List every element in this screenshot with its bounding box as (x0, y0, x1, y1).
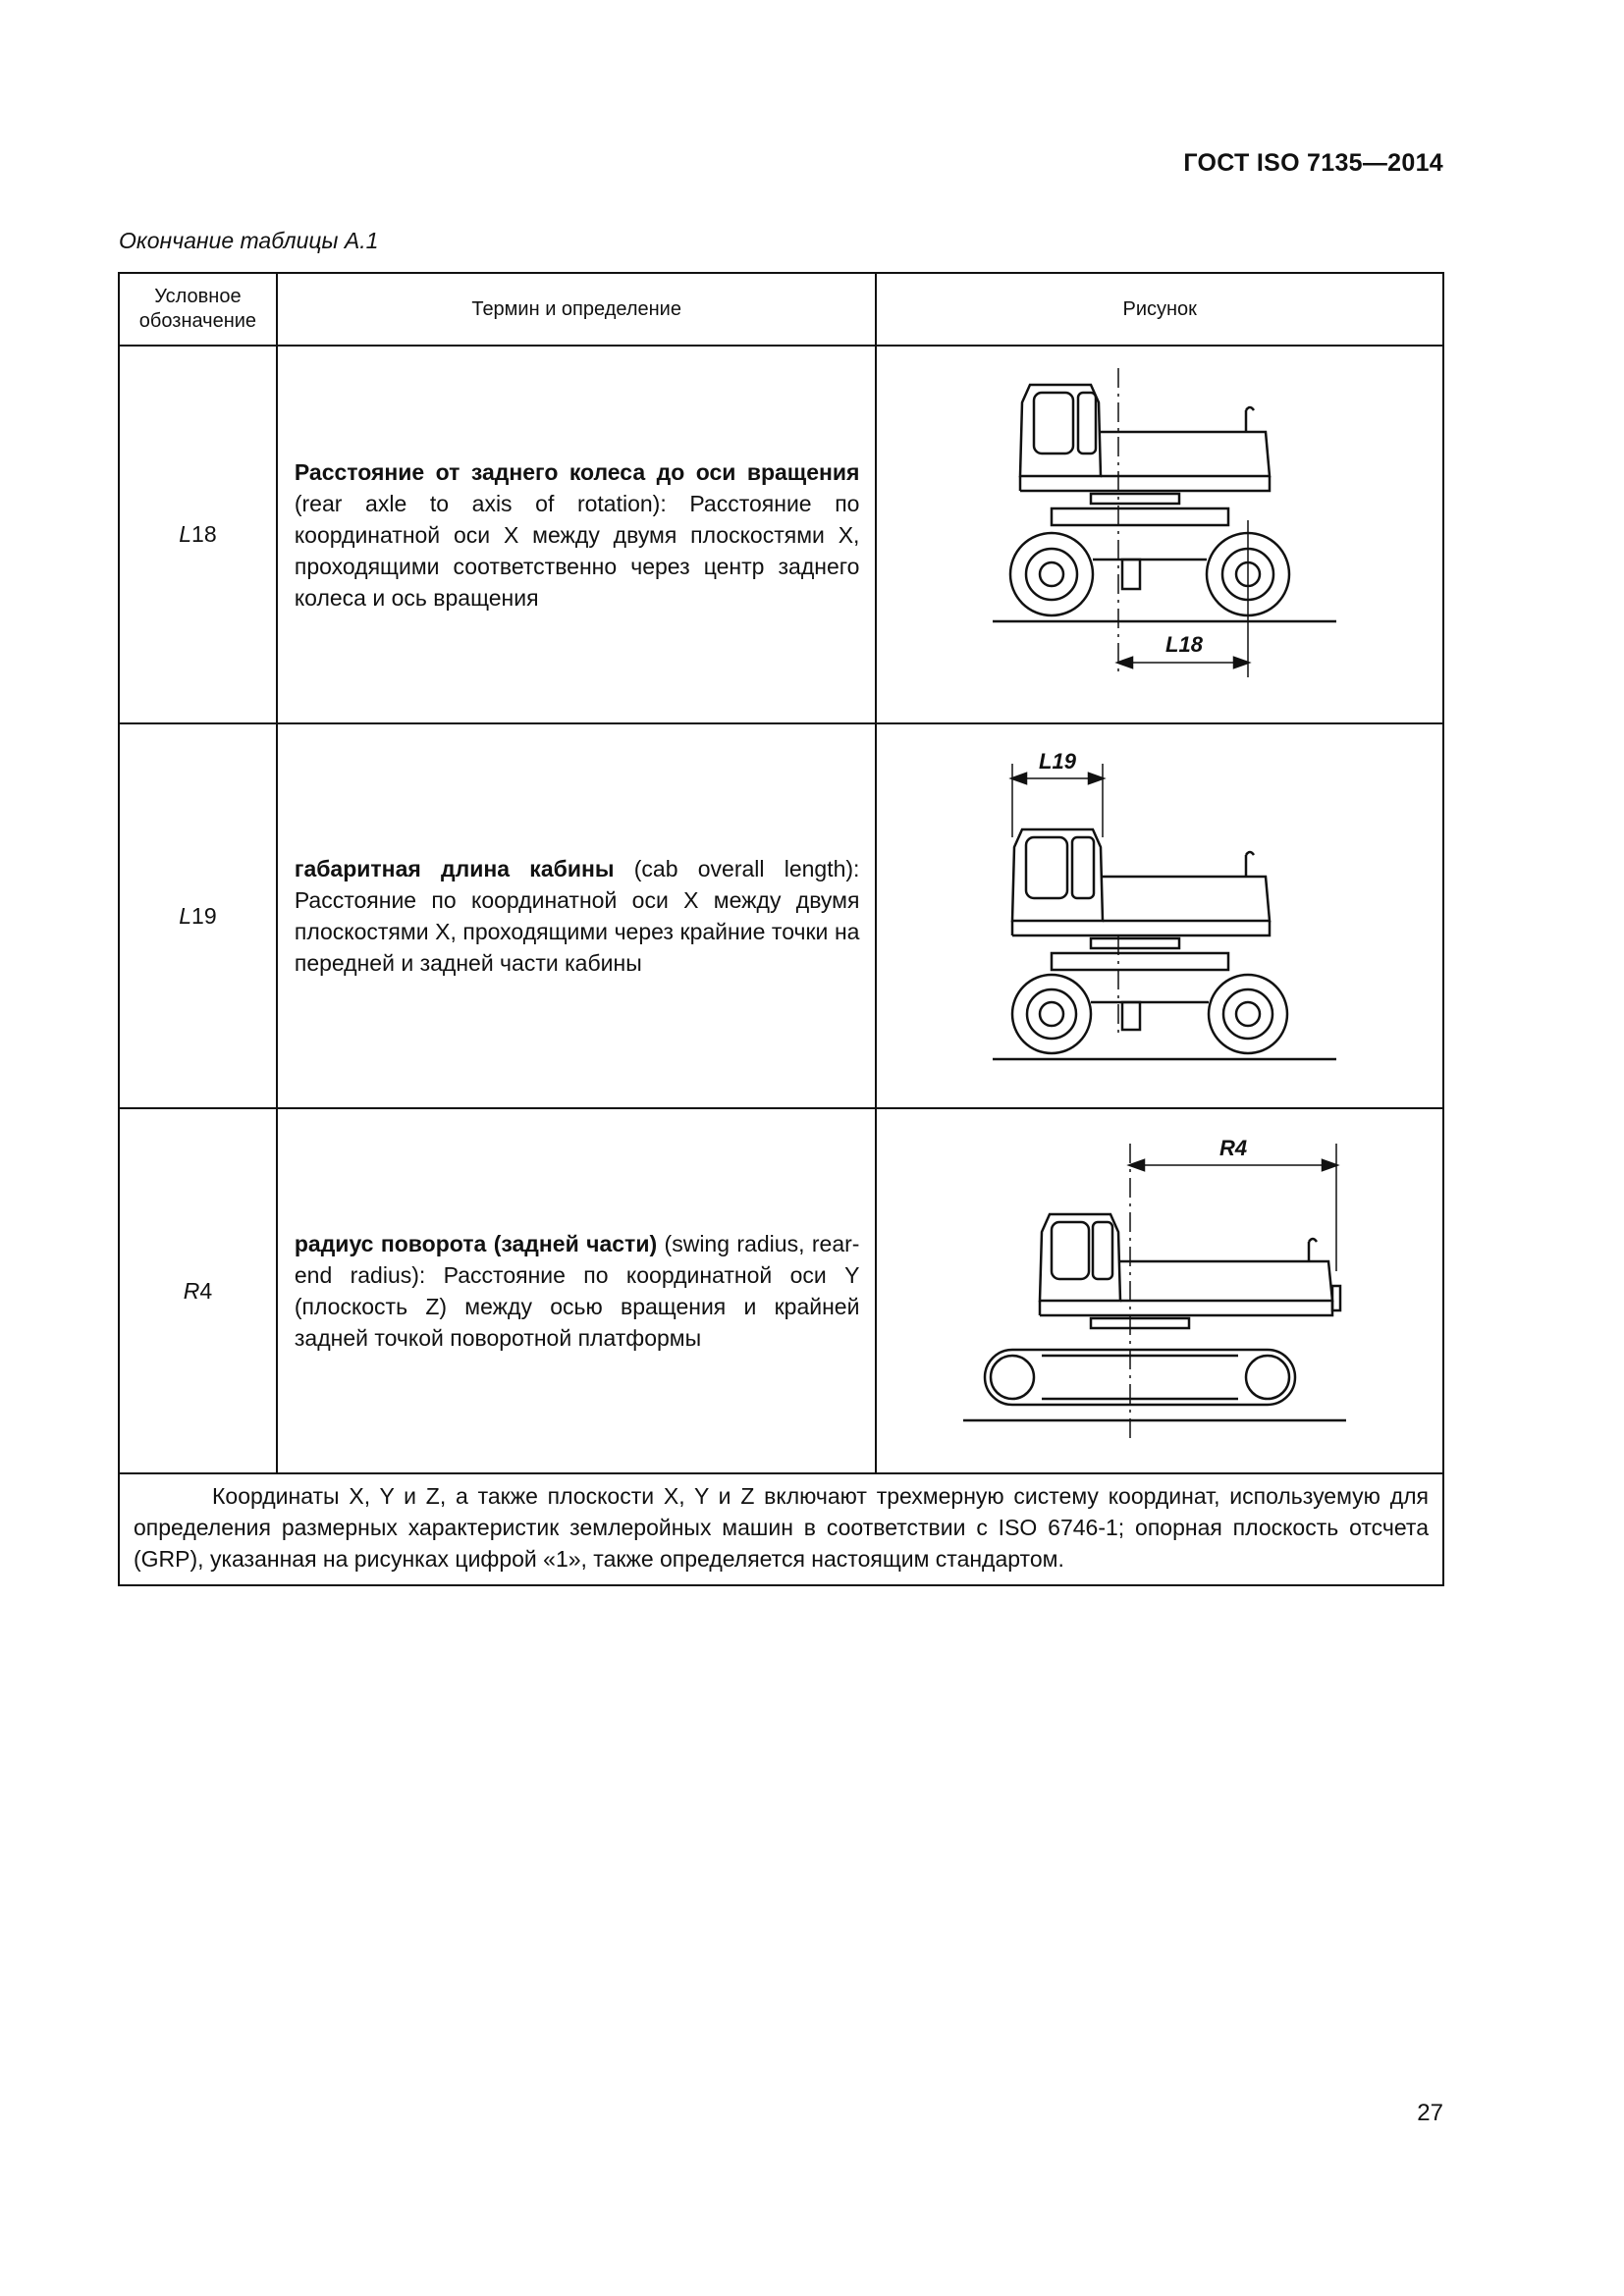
header-figure: Рисунок (876, 273, 1443, 346)
page-number: 27 (1417, 2100, 1443, 2126)
symbol-cell: R4 (119, 1108, 277, 1473)
wheeled-excavator-l18-figure (953, 363, 1366, 707)
table-note: Координаты X, Y и Z, а также плоскости X, Y и Z включают трехмерную систему координат, используемую для определения размерных характеристик землеройных машин в соответствии с ISO 6746-1; опорная плоскость отсчета (GRP), указанная на рисунках цифрой «1», также определяется настоящим стандартом. (119, 1473, 1443, 1585)
term-cell: радиус поворота (задней части) (swing radius, rear-end radius): Расстояние по координатной оси Y (плоскость Z) между осью вращения и крайней задней точкой поворотной платформы (277, 1108, 877, 1473)
term-cell: Расстояние от заднего колеса до оси вращения (rear axle to axis of rotation): Расстояние по координатной оси X между двумя плоскостями X, проходящими соответственно через центр заднего колеса и ось вращения (277, 346, 877, 723)
symbol-cell: L18 (119, 346, 277, 723)
symbol-cell: L19 (119, 723, 277, 1108)
table-header-row (119, 273, 1443, 346)
term-title: габаритная длина кабины (294, 856, 615, 881)
dimension-label: L19 (1039, 749, 1077, 774)
document-code: ГОСТ ISO 7135—2014 (1183, 149, 1443, 177)
table-row (119, 723, 1443, 1108)
table-row (119, 346, 1443, 723)
header-term: Термин и определение (277, 273, 877, 346)
table-row (119, 1108, 1443, 1473)
figure-cell (876, 723, 1443, 1108)
definitions-table (118, 272, 1444, 1586)
table-caption: Окончание таблицы А.1 (119, 228, 379, 253)
dimension-label: R4 (1219, 1136, 1248, 1160)
header-symbol: Условное обозначение (119, 273, 277, 346)
term-title: Расстояние от заднего колеса до оси вращения (294, 458, 860, 485)
dimension-label: L18 (1165, 631, 1204, 657)
figure-cell (876, 1108, 1443, 1473)
crawler-excavator-r4-figure (944, 1124, 1376, 1458)
term-title: радиус поворота (задней части) (294, 1231, 658, 1256)
wheeled-excavator-l19-figure (953, 739, 1366, 1093)
term-cell: габаритная длина кабины (cab overall length): Расстояние по координатной оси X между двумя плоскостями X, проходящими через крайние точки на передней и задней части кабины (277, 723, 877, 1108)
figure-cell (876, 346, 1443, 723)
table-note-row (119, 1473, 1443, 1585)
